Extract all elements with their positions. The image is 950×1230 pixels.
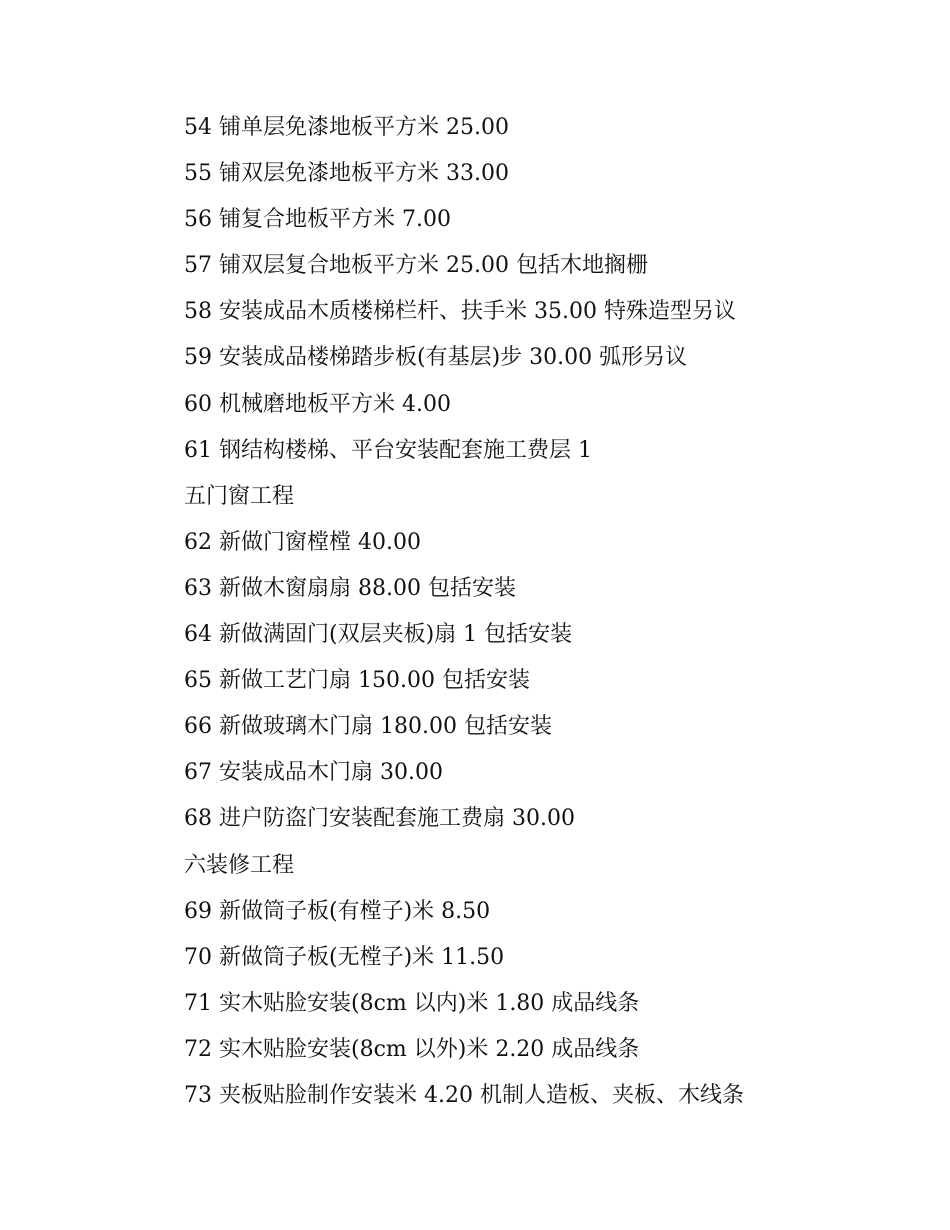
item-line-73: 73 夹板贴脸制作安装米 4.20 机制人造板、夹板、木线条 (184, 1082, 744, 1108)
item-line-64: 64 新做满固门(双层夹板)扇 1 包括安装 (184, 622, 573, 648)
item-line-63: 63 新做木窗扇扇 88.00 包括安装 (184, 575, 516, 601)
item-line-61: 61 钢结构楼梯、平台安装配套施工费层 1 (184, 437, 592, 463)
item-line-57: 57 铺双层复合地板平方米 25.00 包括木地搁栅 (184, 253, 648, 279)
document-page (184, 108, 924, 1122)
item-line-70: 70 新做筒子板(无樘子)米 11.50 (184, 944, 505, 970)
section-heading-doors-windows: 五门窗工程 (184, 483, 295, 509)
item-line-68: 68 进户防盗门安装配套施工费扇 30.00 (184, 806, 575, 832)
item-line-72: 72 实木贴脸安装(8cm 以外)米 2.20 成品线条 (184, 1036, 640, 1062)
item-line-54: 54 铺单层免漆地板平方米 25.00 (184, 115, 509, 140)
item-line-55: 55 铺双层免漆地板平方米 33.00 (184, 161, 509, 187)
section-heading-decoration: 六装修工程 (184, 852, 295, 878)
item-line-62: 62 新做门窗樘樘 40.00 (184, 529, 421, 555)
item-line-71: 71 实木贴脸安装(8cm 以内)米 1.80 成品线条 (184, 990, 640, 1016)
item-line-56: 56 铺复合地板平方米 7.00 (184, 207, 451, 233)
item-line-59: 59 安装成品楼梯踏步板(有基层)步 30.00 弧形另议 (184, 345, 688, 371)
item-line-66: 66 新做玻璃木门扇 180.00 包括安装 (184, 714, 552, 740)
item-line-58: 58 安装成品木质楼梯栏杆、扶手米 35.00 特殊造型另议 (184, 299, 736, 325)
item-line-65: 65 新做工艺门扇 150.00 包括安装 (184, 668, 530, 694)
item-line-69: 69 新做筒子板(有樘子)米 8.50 (184, 898, 491, 924)
item-line-67: 67 安装成品木门扇 30.00 (184, 760, 443, 786)
item-line-60: 60 机械磨地板平方米 4.00 (184, 391, 451, 417)
